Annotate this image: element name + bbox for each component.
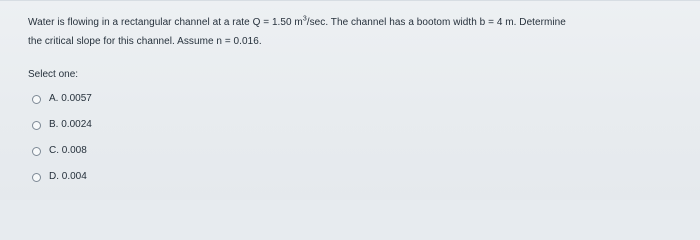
question-text: [28, 13, 673, 51]
radio-button-c[interactable]: [32, 147, 41, 156]
answer-option-label-a: A. 0.0057: [49, 93, 92, 104]
answer-option-c[interactable]: [32, 138, 92, 164]
answer-options: [32, 86, 92, 190]
answer-option-label-b: B. 0.0024: [49, 119, 92, 130]
question-text-part-2: /sec. The channel has a bootom width b = 4 m. Determine: [306, 17, 566, 28]
answer-option-label-c: C. 0.008: [49, 145, 87, 156]
select-one-label: Select one:: [28, 69, 79, 80]
answer-option-d[interactable]: [32, 164, 92, 190]
question-text-line-2: the critical slope for this channel. Assume n = 0.016.: [28, 36, 262, 47]
answer-option-a[interactable]: [32, 86, 92, 112]
radio-button-a[interactable]: [32, 95, 41, 104]
radio-button-b[interactable]: [32, 121, 41, 130]
radio-button-d[interactable]: [32, 173, 41, 182]
cubic-meter-superscript: 3: [302, 15, 307, 23]
question-text-part-1: Water is flowing in a rectangular channel at a rate Q = 1.50 m: [28, 17, 303, 28]
answer-option-label-d: D. 0.004: [49, 171, 87, 182]
answer-option-b[interactable]: [32, 112, 92, 138]
